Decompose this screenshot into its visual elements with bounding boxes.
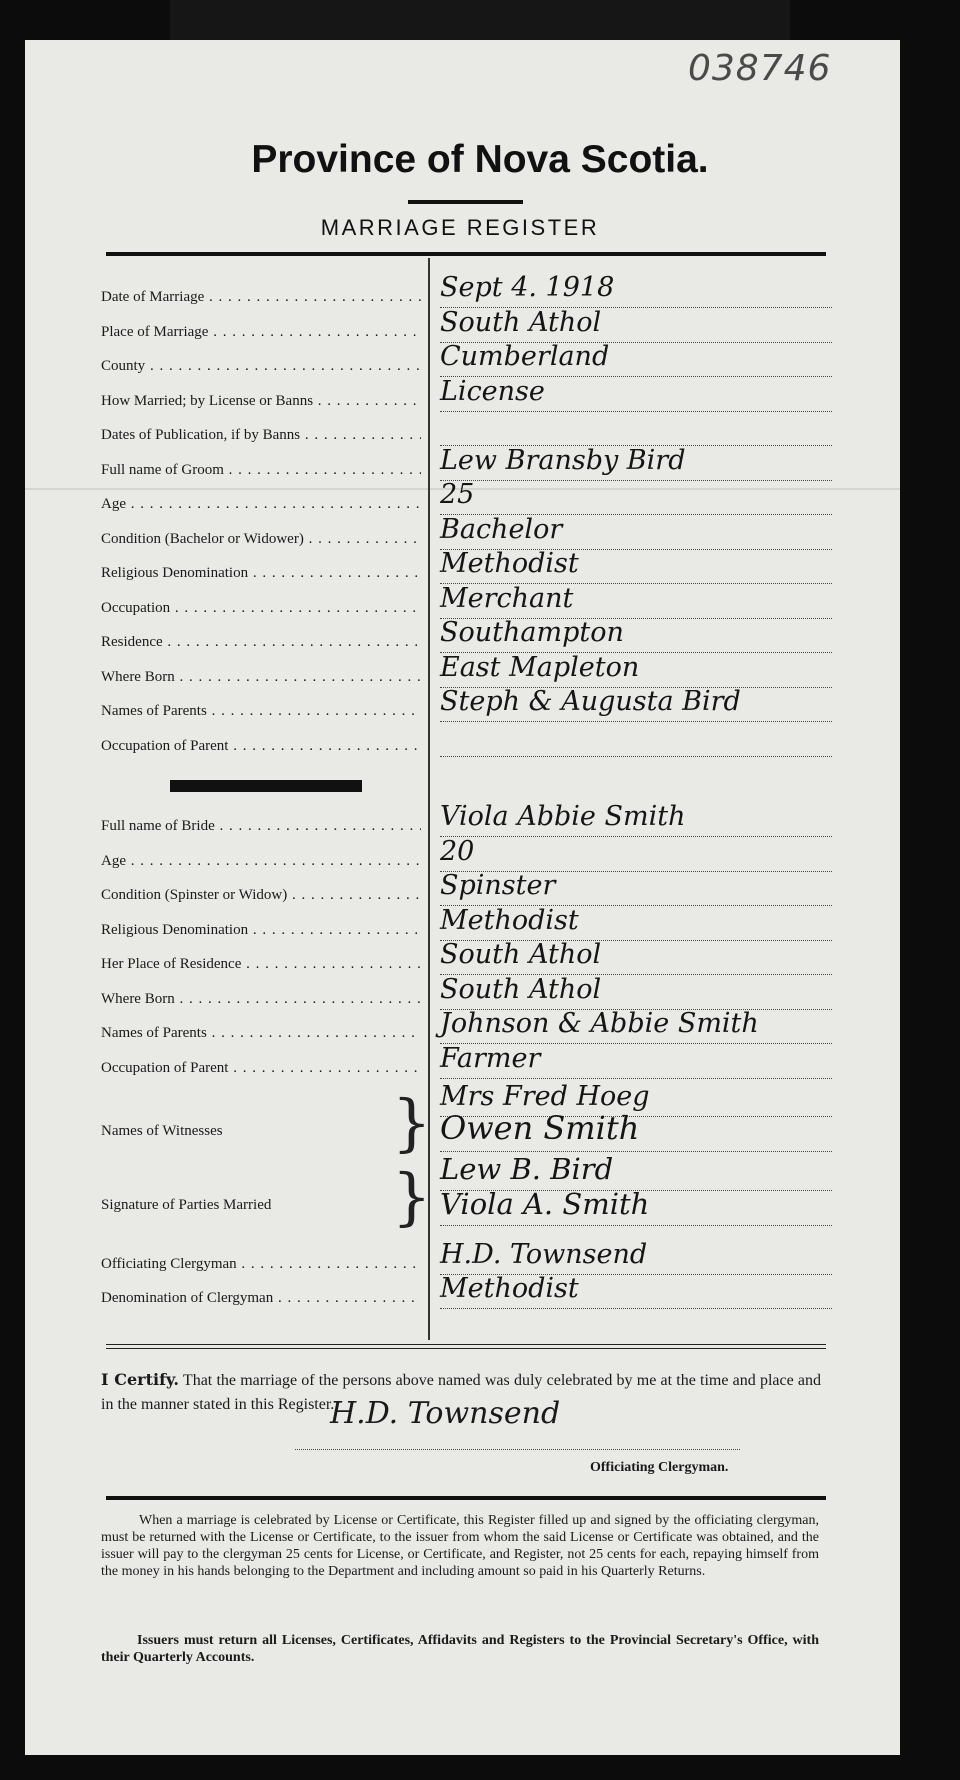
certify-lead: I Certify. [101, 1370, 179, 1389]
bride_section-value [440, 973, 832, 1010]
bride_section-label: Age . . . [101, 853, 421, 870]
parties-label: Signature of Parties Married [101, 1197, 272, 1213]
bride_section-label: Occupation of Parent . . . [101, 1060, 421, 1077]
clergy-label: Officiating Clergyman . . . [101, 1256, 421, 1273]
groom_section-handwriting: Sept 4. 1918 [440, 272, 615, 303]
bride_section-value [440, 941, 832, 975]
bride_section-label: Religious Denomination . . . [101, 922, 421, 939]
groom_section-label: Religious Denomination . . . [101, 565, 421, 582]
bride_section-value [440, 803, 832, 837]
groom_section-label: County . . . [101, 358, 421, 375]
groom_section-label: Age . . . [101, 496, 421, 513]
groom_section-handwriting: South Athol [440, 306, 602, 338]
groom_section-handwriting: Southampton [440, 617, 624, 648]
groom_section-label: Date of Marriage . . . [101, 289, 421, 306]
groom_section-handwriting: Bachelor [440, 513, 563, 545]
bride_section-handwriting: Farmer [440, 1042, 541, 1074]
bride_section-value [440, 835, 832, 872]
groom_section-label: Condition (Bachelor or Widower) . . . [101, 531, 421, 548]
groom_section-handwriting: Lew Bransby Bird [440, 444, 686, 476]
clergy-signature: H.D. Townsend [330, 1396, 561, 1431]
footer-rule [106, 1496, 826, 1500]
groom_section-label: Residence . . . [101, 634, 421, 651]
bride_section-handwriting: Methodist [440, 904, 579, 936]
groom_section-value [440, 481, 832, 515]
groom_section-label: Occupation of Parent . . . [101, 738, 421, 755]
groom_section-handwriting: Cumberland [440, 341, 610, 372]
groom_section-label: Names of Parents . . . [101, 703, 421, 720]
clergy-label: Denomination of Clergyman . . . [101, 1290, 421, 1307]
certify-rule [106, 1344, 826, 1345]
bride_section-value [440, 1010, 832, 1044]
page-title: Province of Nova Scotia. [251, 138, 709, 181]
groom_section-label: Occupation . . . [101, 600, 421, 617]
return-instruction: Issuers must return all Licenses, Certificates, Affidavits and Registers to the Provincial Secretary's Office, with their Quarterly Accounts. [101, 1633, 819, 1665]
groom_section-handwriting: License [440, 375, 545, 407]
witness-1: Mrs Fred Hoeg [440, 1083, 832, 1117]
bride_section-handwriting: 20 [440, 835, 475, 867]
bride_section-value [440, 872, 832, 906]
clergy-value [440, 1241, 832, 1275]
groom_section-value [440, 306, 832, 343]
groom_section-value [440, 723, 832, 757]
groom_section-value [440, 619, 832, 653]
bride_section-label: Her Place of Residence . . . [101, 956, 421, 973]
bride_section-handwriting: Spinster [440, 870, 556, 901]
witnesses-brace: } [392, 1086, 432, 1159]
groom_section-handwriting: Methodist [440, 548, 579, 579]
bride_section-handwriting: South Athol [440, 973, 602, 1005]
groom_section-value [440, 513, 832, 550]
groom_section-label: Where Born . . . [101, 669, 421, 686]
groom_section-value [440, 688, 832, 722]
groom_section-label: Place of Marriage . . . [101, 324, 421, 341]
page-subtitle: MARRIAGE REGISTER [320, 215, 600, 240]
title-rule [408, 200, 523, 204]
groom_section-value [440, 375, 832, 412]
bride_section-handwriting: Viola Abbie Smith [440, 801, 686, 832]
groom_section-value [440, 343, 832, 377]
groom_section-value [440, 274, 832, 308]
groom_section-value [440, 582, 832, 619]
groom_section-handwriting: Merchant [440, 582, 574, 614]
file-number: 038746 [688, 48, 832, 89]
certify-rule-2 [106, 1348, 826, 1349]
bride_section-label: Condition (Spinster or Widow) . . . [101, 887, 421, 904]
groom_section-handwriting: East Mapleton [440, 651, 640, 683]
party-signature-2: Viola A. Smith [440, 1192, 832, 1226]
groom_section-label: Full name of Groom . . . [101, 462, 421, 479]
bride_section-handwriting: South Athol [440, 939, 602, 970]
groom_section-value [440, 412, 832, 446]
groom_section-handwriting: Steph & Augusta Bird [440, 686, 741, 717]
clergy-value [440, 1275, 832, 1309]
groom_section-value [440, 444, 832, 481]
signature-line [295, 1448, 740, 1450]
parties-brace: } [392, 1160, 432, 1233]
party-signature-1: Lew B. Bird [440, 1157, 832, 1191]
film-border [170, 0, 790, 44]
bride_section-handwriting: Johnson & Abbie Smith [440, 1008, 759, 1039]
header-rule [106, 252, 826, 256]
groom_section-value [440, 550, 832, 584]
signature-caption: Officiating Clergyman. [590, 1460, 729, 1475]
bride_section-value [440, 904, 832, 941]
groom_section-label: How Married; by License or Banns . . . [101, 393, 421, 410]
groom_section-label: Dates of Publication, if by Banns . . . [101, 427, 421, 444]
groom_section-value [440, 651, 832, 688]
witnesses-label: Names of Witnesses [101, 1123, 223, 1139]
groom_section-handwriting: 25 [440, 479, 475, 510]
section-separator [170, 780, 362, 792]
clergy-handwriting: H.D. Townsend [440, 1239, 648, 1270]
bride_section-label: Names of Parents . . . [101, 1025, 421, 1042]
instruction-note: When a marriage is celebrated by License or Certificate, this Register filled up and signed by the officiating clergyman, must be returned with the License or Certificate, to the issuer from whom the said License or Certificate was obtained, and the issuer will pay to the clergyman 25 cents for License, or Certificate, and Register, not 25 cents for each, repaying himself from the money in his hands belonging to the Department and including amount so paid in his Quarterly Returns. [101, 1513, 819, 1579]
bride_section-label: Where Born . . . [101, 991, 421, 1008]
bride_section-value [440, 1042, 832, 1079]
clergy-handwriting: Methodist [440, 1273, 579, 1304]
bride_section-label: Full name of Bride . . . [101, 818, 421, 835]
certify-body: That the marriage of the persons above named was duly celebrated by me at the time and place and in the manner stated in this Register. [101, 1372, 822, 1413]
witness-2: Owen Smith [440, 1118, 832, 1152]
